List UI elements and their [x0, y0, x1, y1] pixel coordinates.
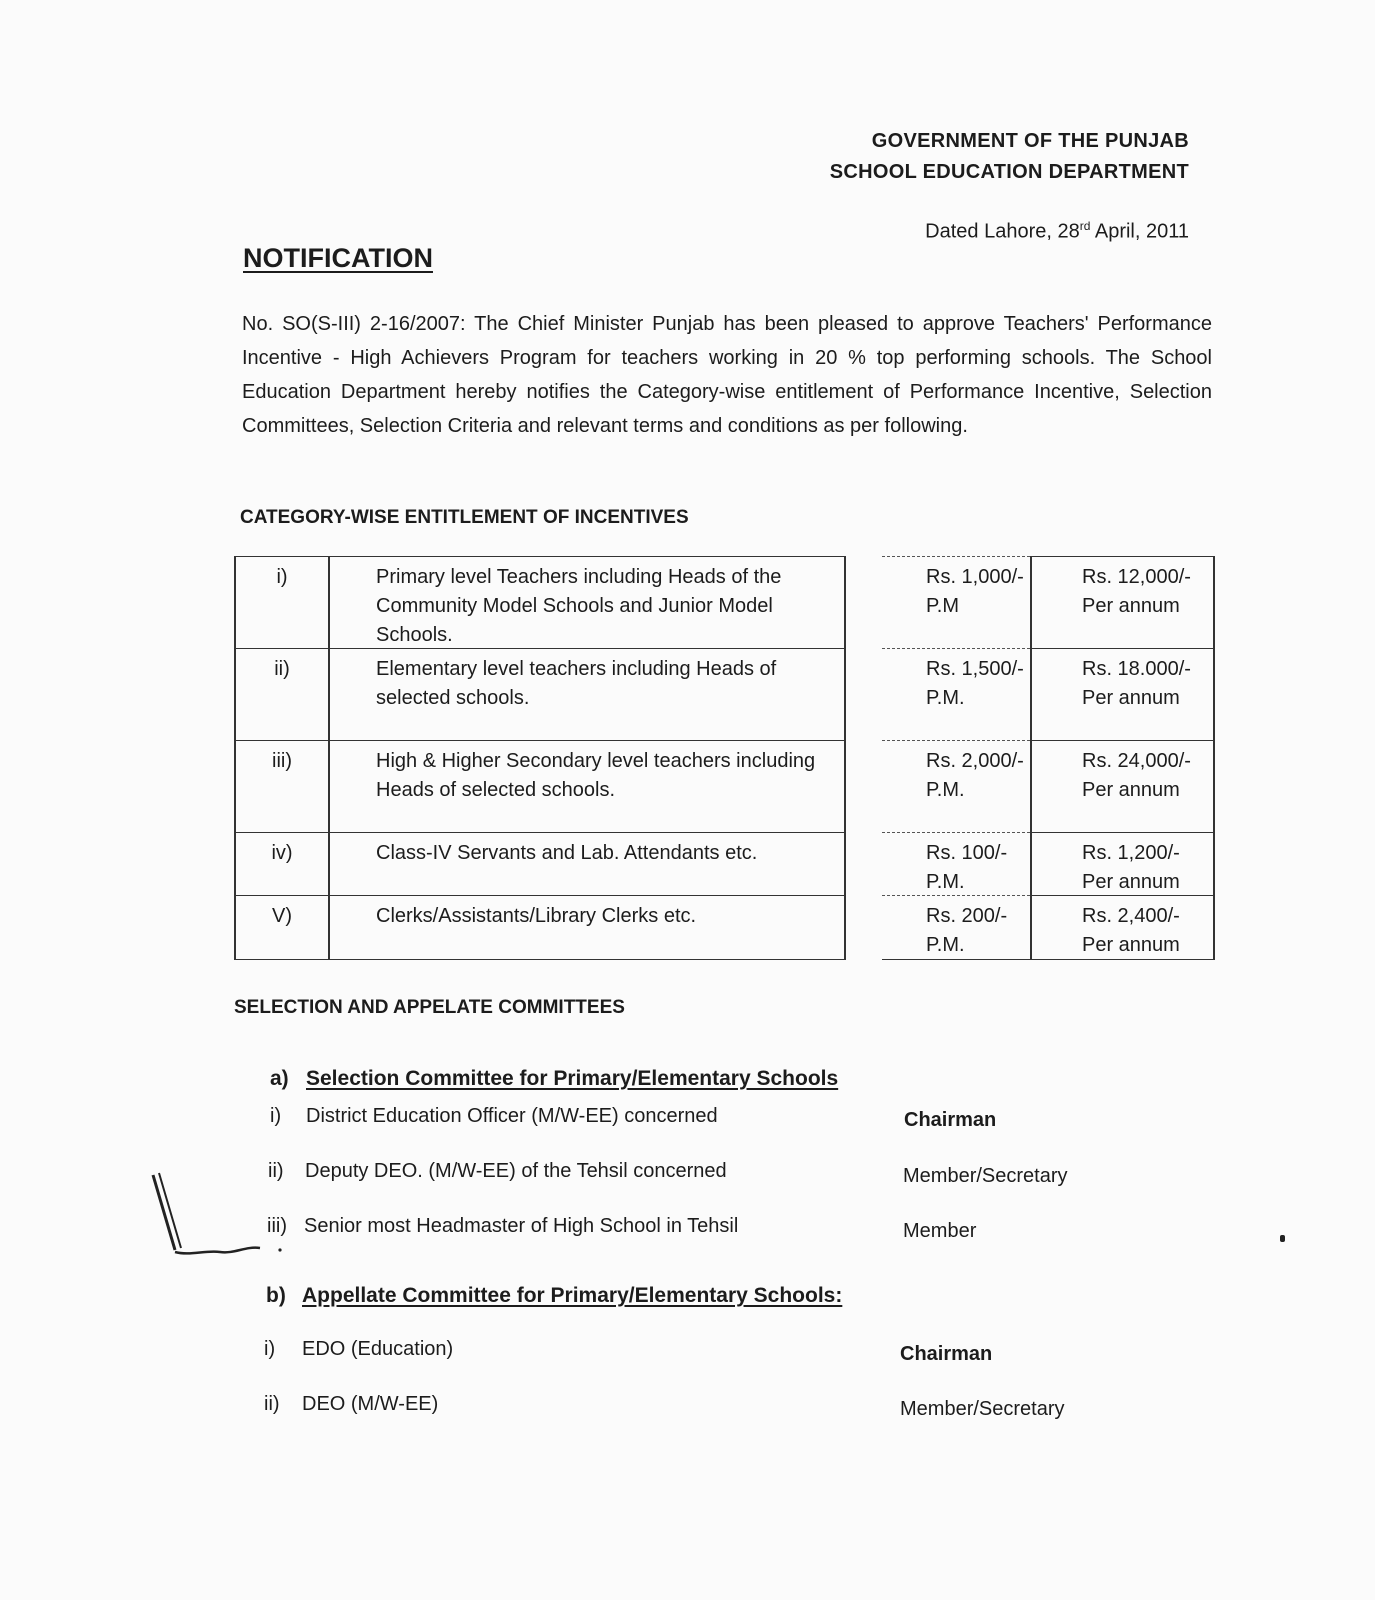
table-row — [234, 832, 1206, 895]
selection-committee-title — [306, 1067, 838, 1091]
date-ordinal: rd — [1079, 219, 1091, 233]
government-title: GOVERNMENT OF THE PUNJAB — [871, 130, 1189, 152]
selection-letter: a) — [270, 1067, 289, 1090]
member-role: Chairman — [904, 1109, 997, 1131]
row-description: Class-IV Servants and Lab. Attendants etc. — [330, 832, 846, 895]
row-per-annum: Rs. 12,000/- Per annum — [1030, 556, 1215, 648]
department-title: SCHOOL EDUCATION DEPARTMENT — [829, 161, 1189, 183]
table-row — [234, 740, 1206, 832]
selection-title-text: Selection Committee for Primary/Elementary Schools — [306, 1067, 839, 1090]
appellate-title-text: Appellate Committee for Primary/Elementary Schools: — [302, 1284, 843, 1307]
table-row — [234, 895, 1206, 960]
row-description: High & Higher Secondary level teachers including Heads of selected schools. — [330, 740, 846, 832]
row-description: Elementary level teachers including Heads of selected schools. — [330, 648, 846, 740]
row-per-month: Rs. 2,000/- P.M. — [882, 740, 1030, 832]
member-role: Chairman — [900, 1343, 993, 1365]
handwritten-mark — [145, 1170, 285, 1270]
member-name: Deputy DEO. (M/W-EE) of the Tehsil concerned — [305, 1160, 727, 1182]
row-description: Primary level Teachers including Heads of the Community Model Schools and Junior Model Schools. — [330, 556, 846, 648]
member-number: ii) — [268, 1160, 284, 1182]
member-role: Member/Secretary — [903, 1165, 1068, 1187]
member-number: iii) — [267, 1215, 287, 1237]
row-per-month: Rs. 100/- P.M. — [882, 832, 1030, 895]
row-number: ii) — [234, 648, 330, 740]
speck-mark — [1280, 1235, 1285, 1242]
table-row — [234, 648, 1206, 740]
row-description: Clerks/Assistants/Library Clerks etc. — [330, 895, 846, 960]
row-per-annum: Rs. 2,400/- Per annum — [1030, 895, 1215, 960]
intro-paragraph: No. SO(S-III) 2-16/2007: The Chief Minister Punjab has been pleased to approve Teachers' Performance Incentive - High Achievers Program for teachers working in 20 % top performing schools. The School Education Department hereby notifies the Category-wise entitlement of Performance Incentive, Selection Committees, Selection Criteria and relevant terms and conditions as per following. — [242, 313, 1212, 437]
row-per-month: Rs. 1,500/- P.M. — [882, 648, 1030, 740]
row-number: i) — [234, 556, 330, 648]
member-number: i) — [264, 1338, 276, 1360]
member-name: Senior most Headmaster of High School in Tehsil — [304, 1215, 739, 1237]
appellate-letter: b) — [266, 1284, 286, 1307]
appellate-committee-title — [302, 1284, 842, 1308]
row-per-month: Rs. 200/- P.M. — [882, 895, 1030, 960]
row-number: V) — [234, 895, 330, 960]
row-per-month: Rs. 1,000/- P.M — [882, 556, 1030, 648]
member-number: ii) — [264, 1393, 280, 1415]
member-role: Member — [903, 1220, 977, 1242]
member-name: EDO (Education) — [302, 1338, 454, 1360]
row-number: iv) — [234, 832, 330, 895]
date-suffix: April, 2011 — [1090, 220, 1189, 243]
member-name: District Education Officer (M/W-EE) concerned — [306, 1105, 718, 1127]
member-name: DEO (M/W-EE) — [302, 1393, 439, 1415]
row-per-annum: Rs. 24,000/- Per annum — [1030, 740, 1215, 832]
table-row — [234, 556, 1206, 648]
row-per-annum: Rs. 18.000/- Per annum — [1030, 648, 1215, 740]
category-heading: CATEGORY-WISE ENTITLEMENT OF INCENTIVES — [240, 507, 689, 528]
page-title: NOTIFICATION — [243, 243, 433, 273]
member-number: i) — [270, 1105, 282, 1127]
committees-heading: SELECTION AND APPELATE COMMITTEES — [234, 997, 625, 1018]
date-prefix: Dated Lahore, 28 — [925, 220, 1080, 243]
row-number: iii) — [234, 740, 330, 832]
incentive-table — [234, 556, 1206, 966]
row-per-annum: Rs. 1,200/- Per annum — [1030, 832, 1215, 895]
member-role: Member/Secretary — [900, 1398, 1065, 1420]
date-line — [925, 219, 1189, 244]
